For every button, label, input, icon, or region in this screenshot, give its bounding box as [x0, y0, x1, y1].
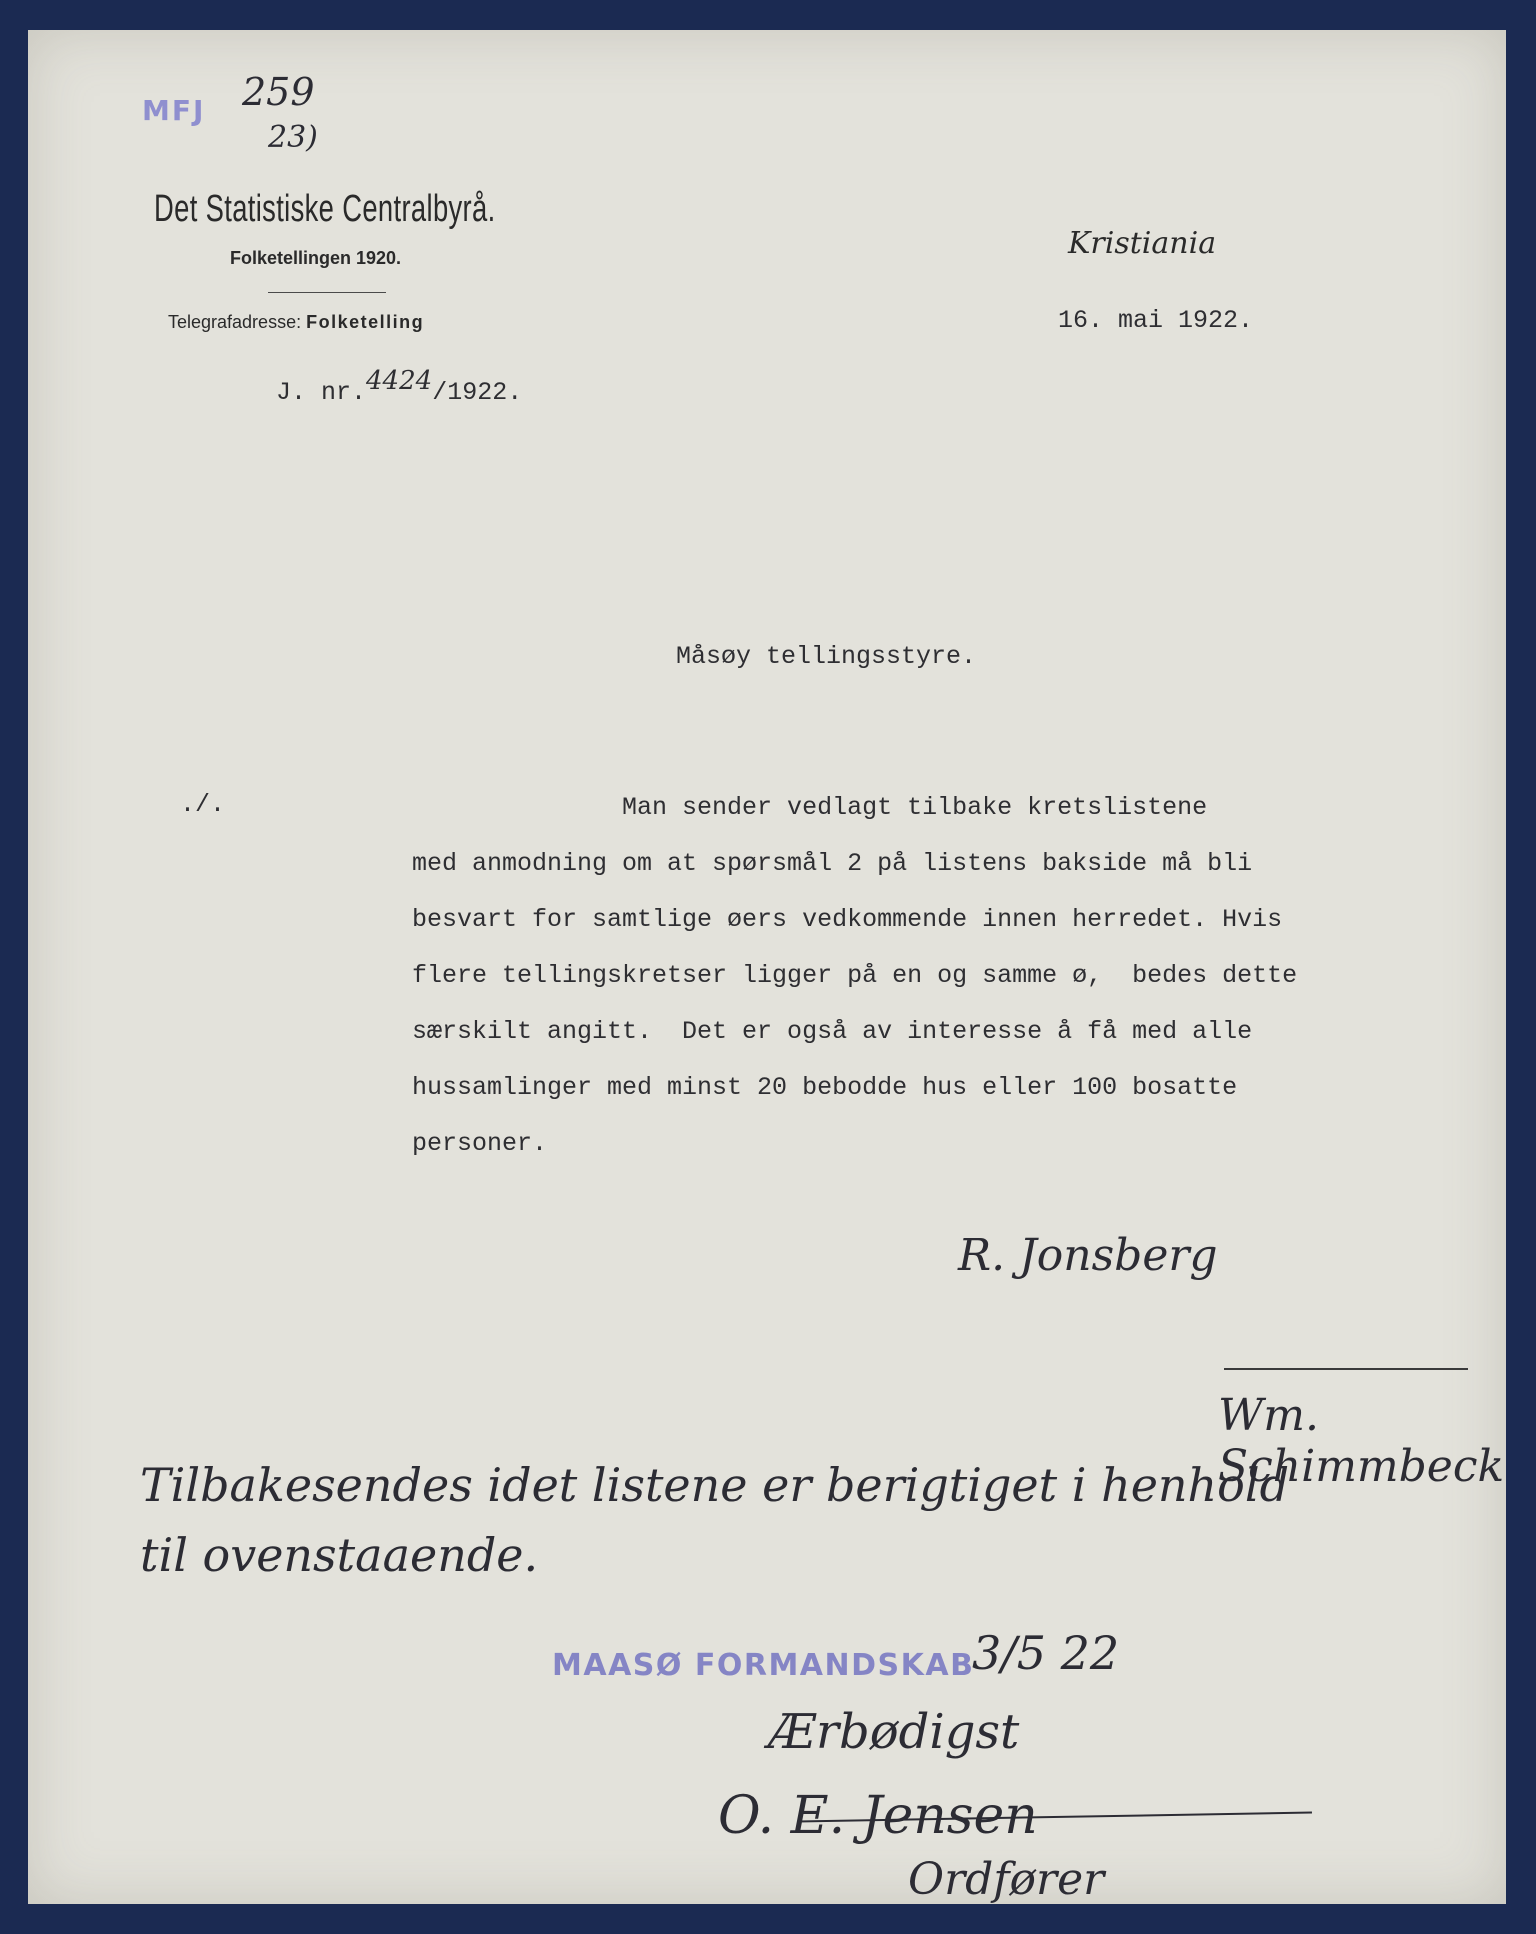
handwritten-reference-number: 259 — [242, 70, 315, 114]
body-line: flere tellingskretser ligger på en og samme ø, bedes dette — [412, 961, 1298, 990]
handwritten-reply — [140, 1450, 1289, 1590]
document-sheet — [28, 30, 1506, 1904]
body-line: besvart for samtlige øers vedkommende innen herredet. Hvis — [412, 905, 1283, 934]
signature-second: Wm. Schimmbeck — [1218, 1390, 1505, 1492]
signature-jonsberg: R. Jonsberg — [958, 1230, 1218, 1281]
enclosure-mark: ./. — [180, 790, 226, 819]
letterhead-divider — [268, 292, 386, 293]
closing-salutation: Ærbødigst — [768, 1704, 1020, 1760]
letterhead-census: Folketellingen 1920. — [230, 248, 402, 268]
reply-line: til ovenstaaende. — [140, 1528, 539, 1582]
telegraph-value: Folketelling — [306, 312, 425, 332]
stamp-date: 3/5 22 — [972, 1626, 1120, 1680]
addressee: Måsøy tellingsstyre. — [676, 642, 977, 671]
body-line: hussamlinger med minst 20 bebodde hus eller 100 bosatte — [412, 1073, 1238, 1102]
journal-number — [276, 366, 523, 407]
body-line: Man sender vedlagt tilbake kretslistene — [412, 793, 1208, 822]
place-name: Kristiania — [1068, 226, 1217, 261]
body-line: personer. — [412, 1129, 548, 1158]
archive-stamp: MFJ — [142, 94, 206, 127]
journal-handwritten-number: 4424 — [366, 366, 433, 396]
telegraph-address — [168, 312, 424, 333]
handwritten-reference-sub: 23) — [268, 120, 318, 155]
journal-prefix: J. nr. — [276, 378, 367, 407]
telegraph-label: Telegrafadresse: — [168, 312, 302, 332]
letter-body — [412, 780, 1297, 1172]
body-line: med anmodning om at spørsmål 2 på listens bakside må bli — [412, 849, 1253, 878]
closing-signature: O. E. Jensen — [718, 1786, 1038, 1846]
municipal-stamp: MAASØ FORMANDSKAB — [552, 1648, 975, 1683]
letterhead-organization: Det Statistiske Centralbyrå. — [154, 188, 496, 230]
reply-line: Tilbakesendes idet listene er berigtiget i henhold — [140, 1458, 1290, 1512]
body-line: særskilt angitt. Det er også av interesse å få med alle — [412, 1017, 1253, 1046]
letter-date: 16. mai 1922. — [1058, 306, 1254, 335]
closing-title: Ordfører — [908, 1854, 1105, 1905]
signature-rule — [1224, 1368, 1468, 1370]
journal-suffix: /1922. — [432, 378, 523, 407]
